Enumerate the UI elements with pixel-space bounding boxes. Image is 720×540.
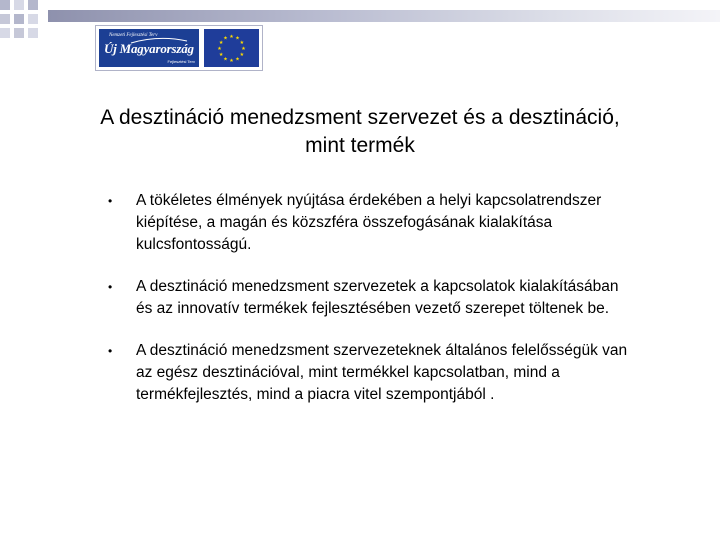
uj-magyarorszag-logo (99, 29, 199, 67)
eu-star-icon: ★ (235, 35, 240, 42)
list-item (108, 340, 628, 406)
bullet-text: A desztináció menedzsment szervezeteknek általános felelősségük van az egész desztinációval, mint termékkel kapcsolatban, mind a termékfejlesztés, mind a piacra vitel szempontjából . (136, 342, 628, 403)
eu-star-icon: ★ (229, 58, 234, 64)
logo-main-text: Új Magyarország (104, 41, 194, 56)
bullet-icon: • (108, 194, 113, 208)
bullet-icon: • (108, 280, 113, 294)
eu-stars-icon (204, 29, 259, 67)
logo-banner (95, 25, 263, 71)
logo-small-text: Nemzeti Fejlesztési Terv (109, 33, 158, 38)
eu-star-icon: ★ (239, 40, 245, 46)
header-gradient-bar (48, 10, 720, 22)
bullet-icon: • (108, 344, 113, 358)
eu-star-icon: ★ (218, 40, 224, 46)
eu-star-icon: ★ (241, 46, 246, 52)
bullet-text: A desztináció menedzsment szervezetek a kapcsolatok kialakításában és az innovatív termékek fejlesztésében vezető szerepet töltenek be. (136, 278, 619, 317)
decor-square (28, 28, 38, 38)
decor-square (14, 14, 24, 24)
eu-star-icon: ★ (223, 56, 228, 63)
eu-star-icon: ★ (235, 56, 240, 63)
decor-square (0, 28, 10, 38)
eu-flag-icon (204, 29, 259, 67)
eu-star-icon: ★ (223, 35, 228, 42)
decor-square (28, 14, 38, 24)
eu-star-icon: ★ (217, 46, 222, 52)
eu-star-icon: ★ (229, 34, 234, 40)
decor-square (0, 14, 10, 24)
decor-square (14, 28, 24, 38)
decor-square (28, 0, 38, 10)
bullet-list (108, 190, 628, 426)
slide-title: A desztináció menedzsment szervezet és a desztináció, mint termék (100, 106, 620, 157)
eu-star-icon: ★ (239, 52, 245, 58)
eu-star-icon: ★ (218, 52, 224, 58)
decor-square (0, 0, 10, 10)
decor-square (14, 0, 24, 10)
logo-tagline: Fejlesztési Terv (167, 59, 195, 64)
list-item (108, 276, 628, 320)
list-item (108, 190, 628, 256)
bullet-text: A tökéletes élmények nyújtása érdekében a helyi kapcsolatrendszer kiépítése, a magán és közszféra összefogásának kialakítása kulcsfontosságú. (136, 192, 602, 253)
